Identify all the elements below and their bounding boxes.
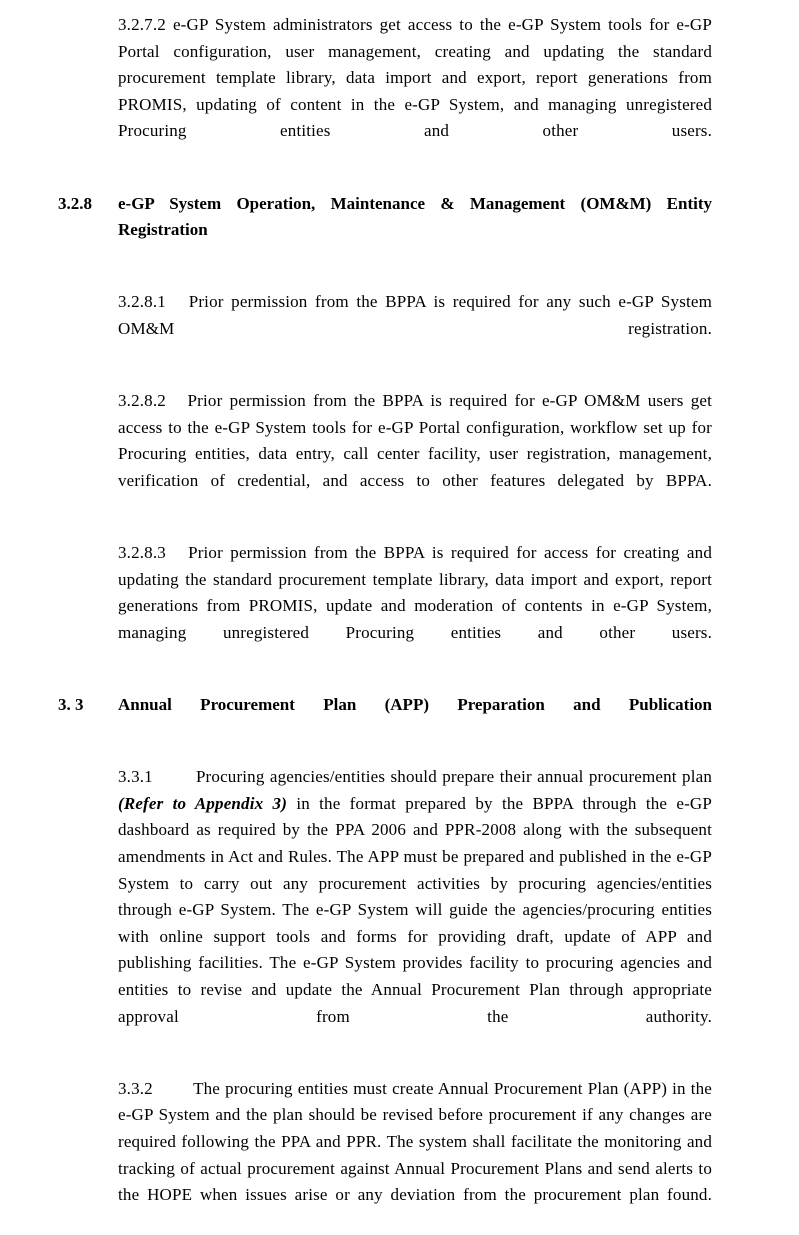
heading-number-3-2-8: 3.2.8 (58, 193, 92, 213)
clause-text-3-2-8-1: Prior permission from the BPPA is required for any such e-GP System OM&M registration. (118, 292, 713, 338)
paragraph-3-2-8-1 (118, 289, 712, 388)
clause-number-3-2-8-3: 3.2.8.3 (118, 543, 166, 563)
paragraph-3-2-8-3 (118, 540, 712, 692)
clause-gap-3-2-8-2 (166, 391, 188, 410)
clause-text-3-3-2: The procuring entities must create Annual Procurement Plan (APP) in the e-GP System and the plan should be revised before procurement if any changes are required following the PPA and PPR. The system shall facilitate the monitoring and tracking of actual procurement against Annual Procurement Plans and send alerts to the HOPE when issues arise or any deviation from the procurement plan found. (118, 1078, 712, 1205)
appendix-reference-emphasis: (Refer to Appendix 3) (118, 793, 288, 813)
paragraph-3-2-8-2 (118, 388, 712, 540)
clause-text-3-2-7-2: e-GP System administrators get access to the e-GP System tools for e-GP Portal configuration, user management, creating and updating the standard procurement template library, data import and export, report generations from PROMIS, updating of content in the e-GP System, and managing unregistered Procuring entities and other users. (118, 15, 712, 141)
clause-gap-3-3-1 (153, 767, 196, 786)
clause-gap-3-2-8-3 (166, 543, 188, 562)
clause-number-3-2-8-2: 3.2.8.2 (118, 391, 166, 411)
clause-text-3-3-1-after: in the format prepared by the BPPA through the e-GP dashboard as required by the PPA 2006 and PPR-2008 along with the subsequent amendments in Act and Rules. The APP must be prepared and published in the e-GP System to carry out any procurement activities by procuring agencies/entities through e-GP System. The e-GP System will guide the agencies/procuring entities with online support tools and forms for providing draft, update of APP and publishing facilities. The e-GP System provides facility to procuring agencies and entities to revise and update the Annual Procurement Plan through appropriate approval from the authority. (118, 793, 712, 1026)
paragraph-3-2-7-2 (118, 12, 712, 191)
clause-number-3-3-2: 3.3.2 (118, 1078, 153, 1098)
clause-number-3-2-8-1: 3.2.8.1 (118, 292, 166, 312)
heading-number-3-3: 3. 3 (58, 695, 84, 715)
paragraph-3-3-2 (118, 1076, 712, 1235)
heading-title-3-3: Annual Procurement Plan (APP) Preparation and Publication (118, 695, 712, 715)
clause-gap-3-2-8-1 (166, 292, 189, 311)
clause-gap-3-3-2 (153, 1079, 193, 1098)
clause-text-3-2-8-3: Prior permission from the BPPA is required for access for creating and updating the standard procurement template library, data import and export, report generations from PROMIS, update and moderation of contents in e-GP System, managing unregistered Procuring entities and other users. (118, 543, 712, 642)
heading-3-2-8 (58, 191, 712, 290)
clause-number-3-2-7-2: 3.2.7.2 (118, 15, 166, 34)
clause-number-3-3-1: 3.3.1 (118, 767, 153, 787)
heading-3-3 (58, 692, 712, 764)
clause-text-3-3-1-before: Procuring agencies/entities should prepare their annual procurement plan (195, 767, 712, 787)
clause-text-3-2-8-2: Prior permission from the BPPA is required for e-GP OM&M users get access to the e-GP System tools for e-GP Portal configuration, workflow set up for Procuring entities, data entry, call center facility, user registration, management, verification of credential, and access to other features delegated by BPPA. (118, 391, 713, 490)
clause-gap-3-2-7-2 (166, 15, 173, 34)
heading-title-3-2-8: e-GP System Operation, Maintenance & Management (OM&M) Entity Registration (118, 193, 712, 240)
paragraph-3-3-1 (118, 764, 712, 1076)
